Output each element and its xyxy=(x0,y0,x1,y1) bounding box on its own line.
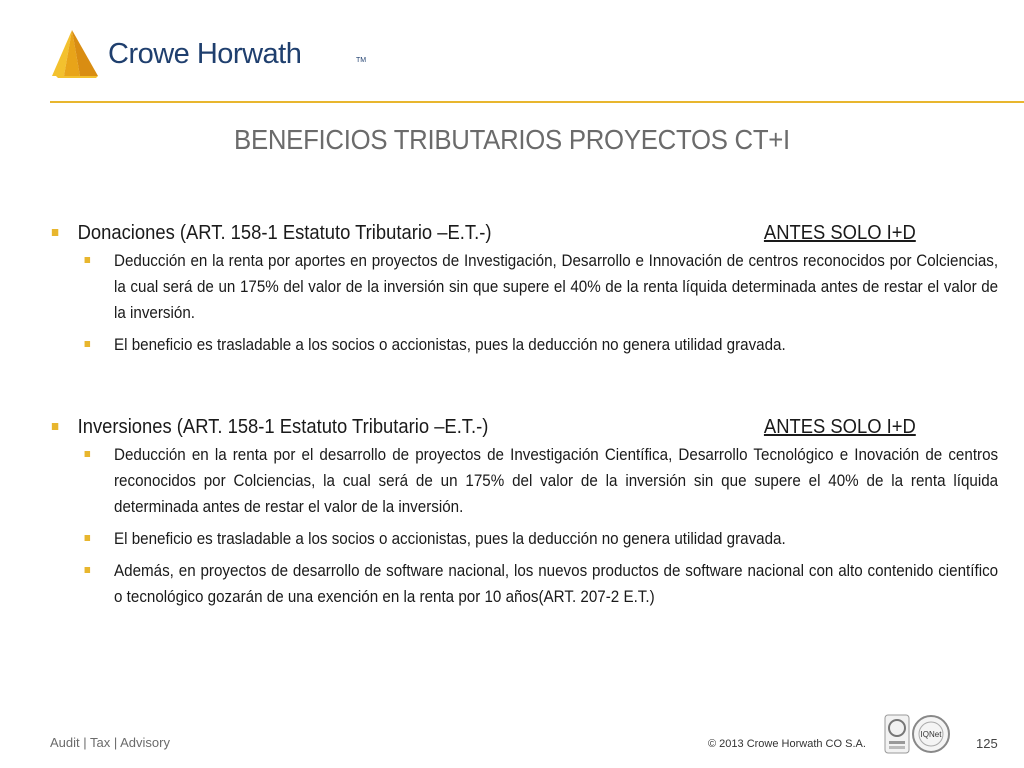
seal-text: IQNet xyxy=(920,730,942,739)
slide-title: BENEFICIOS TRIBUTARIOS PROYECTOS CT+I xyxy=(234,124,790,155)
section-heading-text: Inversiones (ART. 158-1 Estatuto Tributario –E.T.-) xyxy=(77,416,489,438)
section-tag: ANTES SOLO I+D xyxy=(763,416,916,438)
logo-mark-icon xyxy=(50,30,106,80)
logo-text: Crowe Horwath xyxy=(108,38,302,70)
logo-trademark: TM xyxy=(356,57,367,64)
sub-list xyxy=(50,248,999,358)
list-item: Deducción en la renta por el desarrollo de proyectos de Investigación Científica, Desarrollo Tecnológico e Inovación de centros reconocidos por Colciencias, la cual será de un 175% del valor de la inversión sin que supere el 40% de la renta líquida determinada antes de restar el valor de la inversión. xyxy=(114,442,998,520)
section-heading xyxy=(50,218,1024,248)
sub-list xyxy=(50,442,999,610)
footer-copyright: © 2013 Crowe Horwath CO S.A. xyxy=(708,738,866,750)
slide-content xyxy=(50,218,1000,610)
list-item: El beneficio es trasladable a los socios o accionistas, pues la deducción no genera utilidad gravada. xyxy=(114,332,998,358)
section-heading-text: Donaciones (ART. 158-1 Estatuto Tributario –E.T.-) xyxy=(77,222,492,244)
section-heading xyxy=(50,412,1024,442)
section-inversiones xyxy=(50,412,1000,610)
list-item: Deducción en la renta por aportes en proyectos de Investigación, Desarrollo e Innovación de centros reconocidos por Colciencias, la cual será de un 175% del valor de la inversión sin que supere el 40% de la renta líquida determinada antes de restar el valor de la inversión. xyxy=(114,248,998,326)
page-number: 125 xyxy=(976,736,998,751)
footer-services: Audit | Tax | Advisory xyxy=(50,735,170,750)
iqnet-seal xyxy=(910,714,952,759)
iso-certification-icon xyxy=(884,714,910,754)
list-item: El beneficio es trasladable a los socios o accionistas, pues la deducción no genera utilidad gravada. xyxy=(114,526,998,552)
iqnet-seal-icon xyxy=(910,714,952,754)
section-donaciones xyxy=(50,218,1000,358)
crowe-horwath-logo xyxy=(50,30,367,80)
list-item: Además, en proyectos de desarrollo de software nacional, los nuevos productos de software nacional con alto contenido científico o tecnológico gozarán de una exención en la renta por 10 años(ART. 207-2 E.T.) xyxy=(114,558,998,610)
section-tag: ANTES SOLO I+D xyxy=(763,222,916,244)
header-divider xyxy=(50,101,1024,103)
